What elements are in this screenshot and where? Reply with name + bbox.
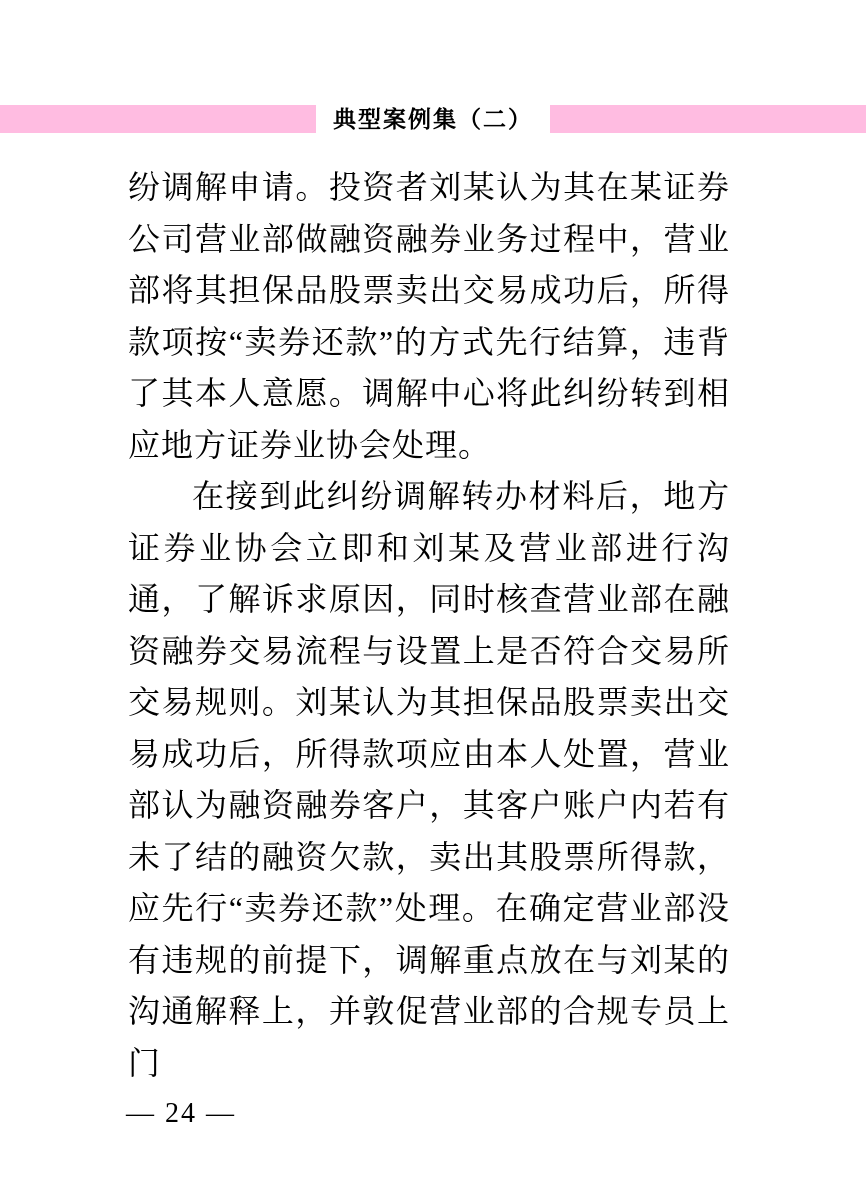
header-band-right: [550, 105, 866, 133]
paragraph-continuation: 纷调解申请。投资者刘某认为其在某证券公司营业部做融资融券业务过程中，营业部将其担保品股票卖出交易成功后，所得款项按“卖券还款”的方式先行结算，违背了其本人意愿。调解中心将此纠纷转到相应地方证券业协会处理。: [128, 169, 730, 463]
page-header-title: 典型案例集（二）: [333, 106, 533, 132]
page-header: [0, 105, 866, 133]
page-number: — 24 —: [126, 1098, 236, 1129]
header-band-left: [0, 105, 316, 133]
body-text: [128, 162, 730, 1089]
page-footer: [90, 1066, 236, 1162]
paragraph-second: 在接到此纠纷调解转办材料后，地方证券业协会立即和刘某及营业部进行沟通，了解诉求原因，同时核查营业部在融资融券交易流程与设置上是否符合交易所交易规则。刘某认为其担保品股票卖出交易成功后，所得款项应由本人处置，营业部认为融资融券客户，其客户账户内若有未了结的融资欠款，卖出其股票所得款，应先行“卖券还款”处理。在确定营业部没有违规的前提下，调解重点放在与刘某的沟通解释上，并敦促营业部的合规专员上门: [128, 478, 730, 1081]
